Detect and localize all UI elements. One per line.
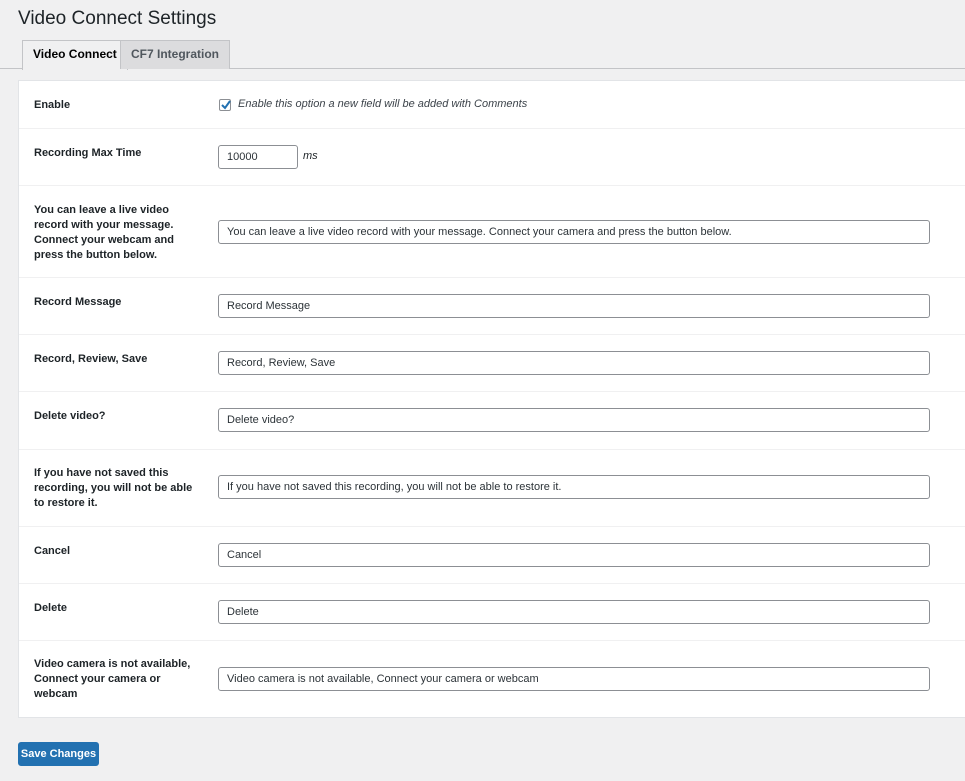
- settings-row-not-saved: [19, 450, 965, 527]
- camera-unavailable-label: Video camera is not available, Connect your camera or webcam: [34, 658, 191, 700]
- cancel-label: Cancel: [34, 545, 71, 557]
- camera-unavailable-input[interactable]: Video camera is not available, Connect your camera or webcam: [218, 667, 930, 691]
- delete-label: Delete: [34, 602, 68, 614]
- settings-row-cancel: [19, 527, 965, 584]
- delete-video-label: Delete video?: [34, 410, 106, 422]
- nav-tabs: [0, 40, 965, 69]
- not-saved-input[interactable]: If you have not saved this recording, you will not be able to restore it.: [218, 475, 930, 499]
- record-message-input[interactable]: Record Message: [218, 294, 930, 318]
- checkmark-icon: [219, 98, 233, 112]
- settings-row-enable: [19, 81, 965, 129]
- settings-row-live-video: [19, 186, 965, 278]
- max-time-label: Recording Max Time: [34, 147, 142, 159]
- settings-row-record-message: [19, 278, 965, 335]
- save-changes-button[interactable]: Save Changes: [18, 742, 99, 766]
- settings-row-max-time: [19, 129, 965, 186]
- settings-row-delete: [19, 584, 965, 641]
- tab-cf7-integration[interactable]: CF7 Integration: [120, 40, 230, 69]
- enable-label: Enable: [34, 99, 71, 111]
- live-video-label: You can leave a live video record with your message. Connect your webcam and press the button below.: [34, 204, 174, 261]
- settings-row-record-review-save: [19, 335, 965, 392]
- delete-input[interactable]: Delete: [218, 600, 930, 624]
- cancel-input[interactable]: Cancel: [218, 543, 930, 567]
- enable-description: Enable this option a new field will be added with Comments: [238, 98, 528, 110]
- record-review-save-input[interactable]: Record, Review, Save: [218, 351, 930, 375]
- not-saved-label: If you have not saved this recording, you will not be able to restore it.: [34, 467, 193, 509]
- page-title: Video Connect Settings: [18, 8, 217, 29]
- max-time-unit: ms: [303, 150, 318, 162]
- settings-row-delete-video: [19, 392, 965, 450]
- record-message-label: Record Message: [34, 296, 122, 308]
- max-time-input[interactable]: 10000: [218, 145, 298, 169]
- live-video-input[interactable]: You can leave a live video record with your message. Connect your camera and press the button below.: [218, 220, 930, 244]
- settings-row-camera-unavailable: [19, 641, 965, 718]
- tab-video-connect[interactable]: Video Connect: [22, 40, 128, 70]
- settings-panel: [18, 80, 965, 718]
- delete-video-input[interactable]: Delete video?: [218, 408, 930, 432]
- enable-checkbox[interactable]: [219, 99, 231, 111]
- record-review-save-label: Record, Review, Save: [34, 353, 148, 365]
